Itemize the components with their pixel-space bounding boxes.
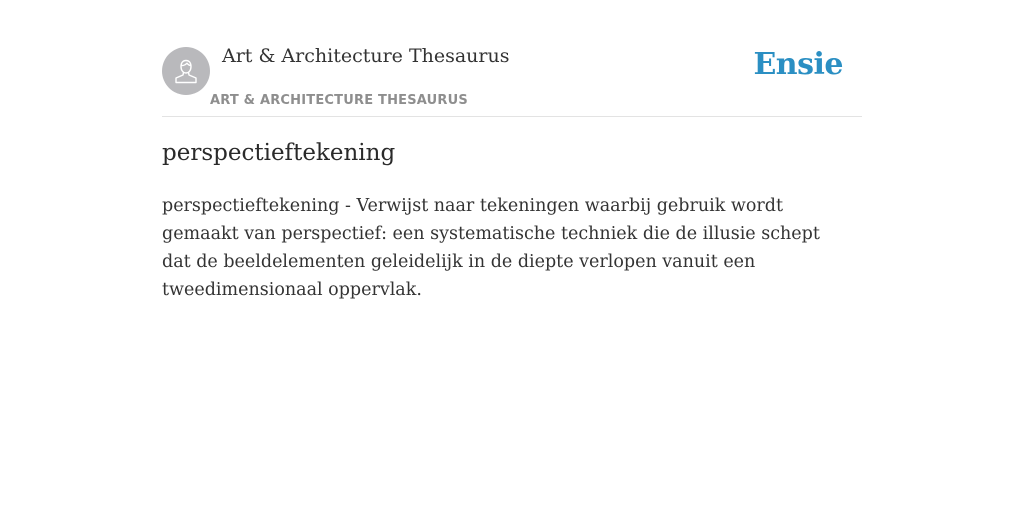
avatar[interactable] [162, 47, 210, 95]
entry-definition: perspectieftekening - Verwijst naar tekeningen waarbij gebruik wordt gemaakt van perspectief: een systematische techniek die de illusie schept dat de beeldelementen geleidelijk in de diepte verlopen vanuit een tweedimensionaal oppervlak. [162, 196, 820, 300]
source-label: ART & ARCHITECTURE THESAURUS [210, 93, 468, 108]
author-name[interactable]: Art & Architecture Thesaurus [222, 45, 510, 67]
entry-header [162, 0, 862, 117]
entry-term: perspectieftekening [162, 140, 396, 166]
ensie-logo[interactable]: Ensie [753, 47, 843, 82]
entry-card [162, 0, 862, 300]
user-silhouette-icon [171, 56, 201, 86]
